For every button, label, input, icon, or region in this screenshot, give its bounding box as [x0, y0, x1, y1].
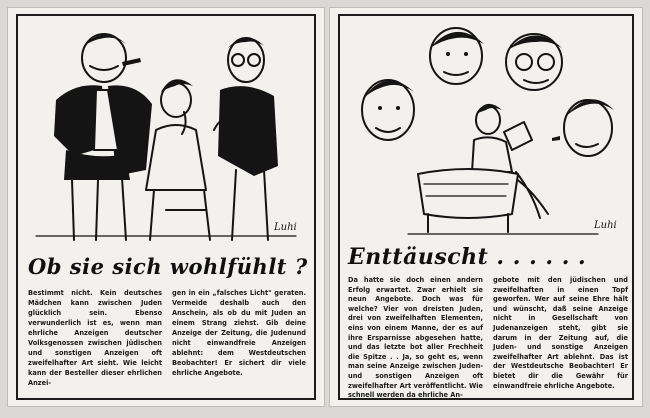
right-illustration [348, 24, 630, 240]
right-column-1: Da hatte sie doch einen andern Erfolg erwartet. Zwar erhielt sie neun Angebote. Doch was für welche? Vier von dreisten Juden, drei von zweifelhaften Elementen, eins von einem Manne, der es auf ihre Ersparnisse abgesehen hatte, und das letzte bot aller Frechheit die Spitze . . Ja, so geht es, wenn man seine Anzeige zwischen Juden- und sonstigen Anzeigen oft zweifelhafter Art veröffentlicht. Wie schnell werden da ehrliche An- [348, 276, 483, 400]
right-column-2: gebote mit den jüdischen und zweifelhaften in einen Topf geworfen. Wer auf seine Ehre hält und wünscht, daß seine Anzeige nicht in Gesellschaft von Judenanzeigen steht, gibt sie darum in der Zeitung auf, die Juden- und sonstige Anzeigen zweifelhafter Art ablehnt. Das ist der Westdeutsche Beobachter! Er bietet dir die Gewähr für einwandfreie ehrliche Angebote. [493, 276, 628, 390]
left-column-2: gen in ein „falsches Licht" geraten. Vermeide deshalb auch den Anschein, als ob du mit Juden an einem Strang ziehst. Gib deine Anzeige der Zeitung, die Judenund nicht einwandfreie Anzeigen ablehnt: dem Westdeutschen Beobachter! Er sichert dir viele ehrliche Angebote. [172, 289, 306, 377]
right-body-text [348, 276, 628, 401]
left-illustration [26, 30, 308, 242]
heavy-man-figure [54, 34, 152, 240]
head-left [362, 80, 414, 140]
head-top-right [506, 34, 562, 90]
woman-figure [146, 79, 210, 240]
signature: Luhi [274, 222, 297, 233]
head-right [552, 99, 614, 156]
glasses-man-figure [214, 37, 278, 240]
signature: Luhi [594, 220, 617, 231]
left-column-1: Bestimmt nicht. Kein deutsches Mädchen kann zwischen Juden glücklich sein. Ebenso verwunderlich ist es, wenn man ehrliche Anzeigen deutscher Volksgenossen zwischen jüdischen und sonstigen Anzeigen oft zweifelhafter Art sieht. Wie leicht kann der Besteller dieser ehrlichen Anzei- [28, 289, 162, 387]
left-page [8, 8, 324, 406]
right-page [330, 8, 642, 406]
table [418, 169, 518, 232]
left-body-text [28, 288, 306, 388]
head-top-left [430, 28, 484, 84]
left-headline: Ob sie sich wohlfühlt ? [28, 254, 308, 279]
right-headline: Enttäuscht . . . . . . [348, 244, 587, 270]
